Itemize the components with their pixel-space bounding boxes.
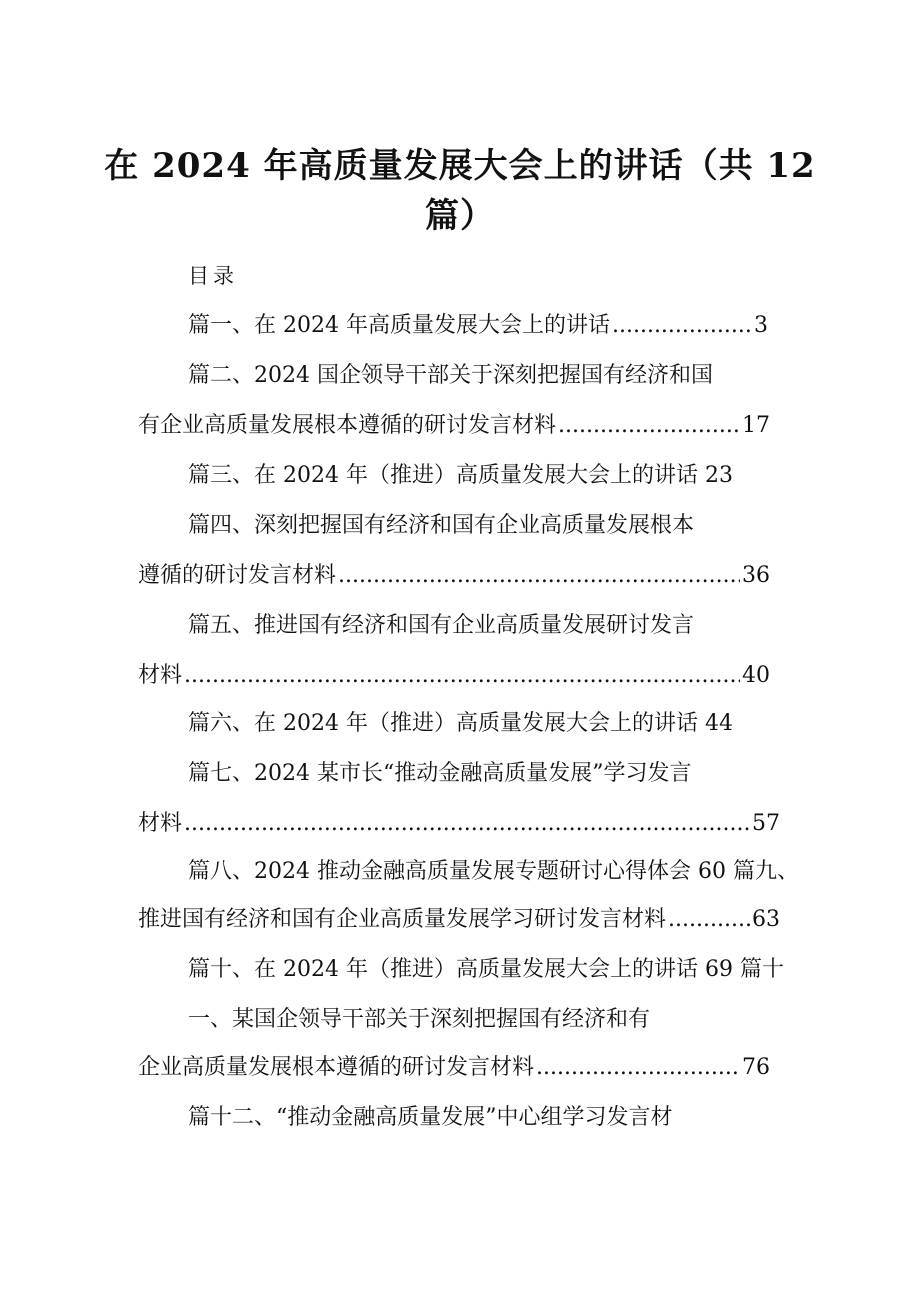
toc-page-number: 17 <box>742 413 770 438</box>
toc-entry-12[interactable]: 篇十二、“推动金融高质量发展”中心组学习发言材 <box>188 1105 673 1130</box>
toc-entry-4-line-1[interactable]: 篇四、深刻把握国有经济和国有企业高质量发展根本 <box>188 513 695 538</box>
toc-page-number: 57 <box>752 811 780 836</box>
toc-entry-6[interactable]: 篇六、在 2024 年（推进）高质量发展大会上的讲话 44 <box>188 711 733 736</box>
toc-entry-text: 推进国有经济和国有企业高质量发展学习研讨发言材料 <box>138 907 667 932</box>
toc-entry-5-line-2[interactable] <box>138 660 770 692</box>
toc-leader-dots <box>558 410 740 442</box>
toc-entry-text: 材料 <box>138 663 183 688</box>
toc-entry-10[interactable]: 篇十、在 2024 年（推进）高质量发展大会上的讲话 69 篇十 <box>188 957 784 982</box>
toc-entry-2-line-1[interactable]: 篇二、2024 国企领导干部关于深刻把握国有经济和国 <box>188 363 713 388</box>
toc-entry-9[interactable] <box>138 904 780 936</box>
toc-entry-5-line-1[interactable]: 篇五、推进国有经济和国有企业高质量发展研讨发言 <box>188 613 695 638</box>
toc-entry-3[interactable]: 篇三、在 2024 年（推进）高质量发展大会上的讲话 23 <box>188 463 733 488</box>
toc-entry-text: 遵循的研讨发言材料 <box>138 563 337 588</box>
toc-entry-text: 企业高质量发展根本遵循的研讨发言材料 <box>138 1055 535 1080</box>
toc-entry-text: 材料 <box>138 811 183 836</box>
toc-page-number: 63 <box>752 907 780 932</box>
toc-entry-text: 篇一、在 2024 年高质量发展大会上的讲话 <box>188 313 610 338</box>
toc-entry-text: 有企业高质量发展根本遵循的研讨发言材料 <box>138 413 557 438</box>
document-title-line-1: 在 2024 年高质量发展大会上的讲话（共 12 <box>104 146 816 186</box>
document-title-line-2: 篇） <box>425 196 495 236</box>
toc-page-number: 36 <box>742 563 770 588</box>
toc-heading: 目录 <box>188 264 238 288</box>
toc-entry-11-line-1[interactable]: 一、某国企领导干部关于深刻把握国有经济和有 <box>188 1007 651 1032</box>
toc-entry-4-line-2[interactable] <box>138 560 770 592</box>
toc-page-number: 3 <box>754 313 768 338</box>
toc-leader-dots <box>184 660 740 692</box>
toc-entry-7-line-2[interactable] <box>138 808 780 840</box>
toc-page-number: 40 <box>742 663 770 688</box>
toc-leader-dots <box>338 560 740 592</box>
toc-leader-dots <box>184 808 750 840</box>
toc-leader-dots <box>612 310 752 342</box>
toc-leader-dots <box>536 1052 740 1084</box>
toc-entry-11-line-2[interactable] <box>138 1052 770 1084</box>
toc-entry-2-line-2[interactable] <box>138 410 770 442</box>
toc-entry-8[interactable]: 篇八、2024 推动金融高质量发展专题研讨心得体会 60 篇九、 <box>188 859 799 884</box>
toc-entry-7-line-1[interactable]: 篇七、2024 某市长“推动金融高质量发展”学习发言 <box>188 761 692 786</box>
toc-entry-1[interactable] <box>188 310 768 342</box>
toc-leader-dots <box>668 904 750 936</box>
toc-page-number: 76 <box>742 1055 770 1080</box>
